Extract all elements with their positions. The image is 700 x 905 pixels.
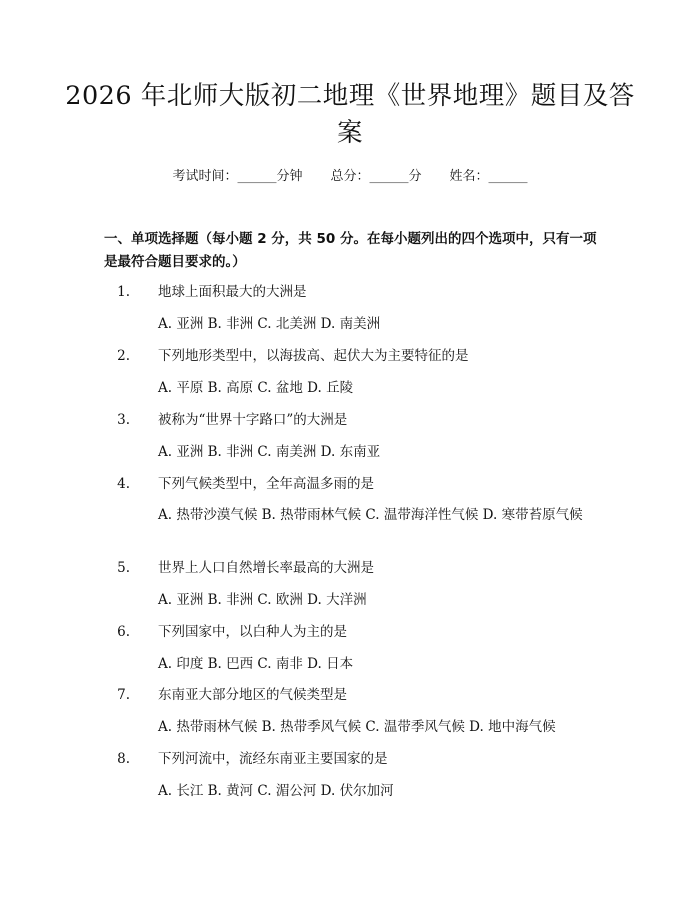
question-number: 4. bbox=[117, 476, 130, 492]
question-3 bbox=[104, 410, 604, 430]
question-5-options: A. 亚洲 B. 非洲 C. 欧洲 D. 大洋洲 bbox=[158, 592, 367, 608]
question-3-options: A. 亚洲 B. 非洲 C. 南美洲 D. 东南亚 bbox=[158, 444, 381, 460]
question-1 bbox=[104, 282, 604, 302]
question-2 bbox=[104, 346, 604, 366]
question-7 bbox=[104, 685, 604, 705]
student-name: 姓名：______ bbox=[449, 169, 528, 184]
question-text: 下列气候类型中，全年高温多雨的是 bbox=[158, 476, 374, 492]
question-number: 6. bbox=[117, 624, 130, 640]
question-6-options: A. 印度 B. 巴西 C. 南非 D. 日本 bbox=[158, 656, 354, 672]
question-number: 7. bbox=[117, 687, 130, 703]
question-text: 下列地形类型中，以海拔高、起伏大为主要特征的是 bbox=[158, 348, 469, 364]
question-6 bbox=[104, 622, 604, 642]
question-8 bbox=[104, 749, 604, 769]
section-heading: 一、单项选择题（每小题 2 分，共 50 分。在每小题列出的四个选项中，只有一项是最符合题目要求的。） bbox=[104, 231, 597, 270]
question-4-options: A. 热带沙漠气候 B. 热带雨林气候 C. 温带海洋性气候 D. 寒带苔原气候 bbox=[158, 507, 583, 523]
question-text: 地球上面积最大的大洲是 bbox=[158, 284, 307, 300]
question-1-options: A. 亚洲 B. 非洲 C. 北美洲 D. 南美洲 bbox=[158, 316, 381, 332]
question-text: 世界上人口自然增长率最高的大洲是 bbox=[158, 560, 374, 576]
question-8-options: A. 长江 B. 黄河 C. 湄公河 D. 伏尔加河 bbox=[158, 783, 394, 799]
exam-time: 考试时间：______分钟 bbox=[172, 169, 303, 184]
total-score: 总分：______分 bbox=[330, 169, 422, 184]
document-title: 2026 年北师大版初二地理《世界地理》题目及答案 bbox=[65, 81, 635, 148]
exam-meta bbox=[0, 167, 700, 187]
question-number: 3. bbox=[117, 412, 130, 428]
question-text: 东南亚大部分地区的气候类型是 bbox=[158, 687, 347, 703]
question-number: 1. bbox=[117, 284, 130, 300]
question-7-options: A. 热带雨林气候 B. 热带季风气候 C. 温带季风气候 D. 地中海气候 bbox=[158, 719, 556, 735]
question-text: 下列河流中，流经东南亚主要国家的是 bbox=[158, 751, 388, 767]
question-text: 被称为“世界十字路口”的大洲是 bbox=[158, 412, 348, 428]
question-5 bbox=[104, 558, 604, 578]
question-4 bbox=[104, 474, 604, 494]
question-2-options: A. 平原 B. 高原 C. 盆地 D. 丘陵 bbox=[158, 380, 354, 396]
question-text: 下列国家中，以白种人为主的是 bbox=[158, 624, 347, 640]
question-number: 8. bbox=[117, 751, 130, 767]
question-number: 5. bbox=[117, 560, 130, 576]
question-number: 2. bbox=[117, 348, 130, 364]
